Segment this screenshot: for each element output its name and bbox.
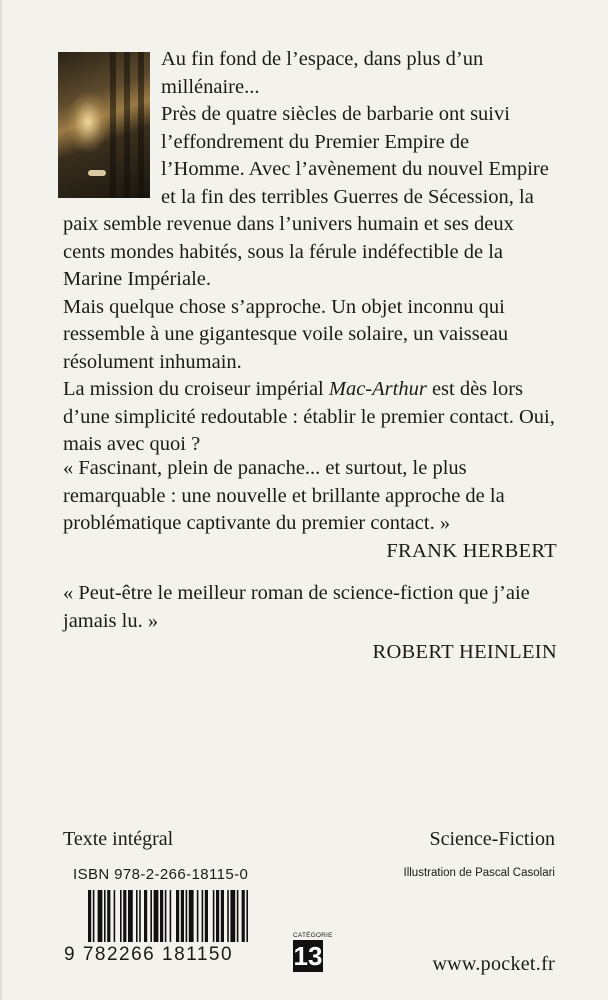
barcode (64, 890, 254, 980)
illustration-credit: Illustration de Pascal Casolari (403, 867, 555, 879)
category-badge (293, 932, 333, 974)
blurb-paragraph: Près de quatre siècles de barbarie ont suivi l’effondrement du Premier Empire de l’Homme. Avec l’avènement du nouvel Empire et la fin des terribles Guerres de Sécession, la paix semble revenue dans l’univers humain et ses deux cents mondes habités, sous la férule indéfectible de la Marine Impériale. (63, 103, 549, 290)
quote-text: « Peut-être le meilleur roman de science-fiction que j’aie jamais lu. » (63, 582, 530, 632)
category-number: 13 (293, 941, 323, 971)
review-quote (63, 455, 557, 565)
genre-label: Science-Fiction (429, 828, 555, 850)
quote-text: « Fascinant, plein de panache... et surtout, le plus remarquable : une nouvelle et brillante approche de la problématique captivante du premier contact. » (63, 457, 505, 534)
publisher-website: www.pocket.fr (432, 953, 555, 975)
ship-name: Mac-Arthur (328, 378, 427, 400)
barcode-number: 9 782266 181150 (64, 944, 234, 965)
quote-author: ROBERT HEINLEIN (372, 641, 557, 663)
edition-label: Texte intégral (63, 828, 174, 850)
category-label: CATÉGORIE (293, 932, 333, 939)
blurb-intro: Au fin fond de l’espace, dans plus d’un millénaire... (161, 48, 484, 98)
isbn: ISBN 978-2-266-18115-0 (73, 866, 249, 883)
review-quote (63, 580, 557, 667)
quote-author: FRANK HERBERT (386, 539, 557, 562)
blurb-paragraph: La mission du croiseur impérial Mac-Arthur est dès lors d’une simplicité redoutable : établir le premier contact. Oui, mais avec quoi ? (63, 378, 555, 455)
barcode-bars (64, 890, 254, 948)
blurb-paragraph: Mais quelque chose s’approche. Un objet inconnu qui ressemble à une gigantesque voile solaire, un vaisseau résolument inhumain. (63, 295, 509, 373)
blurb-text (63, 46, 557, 459)
